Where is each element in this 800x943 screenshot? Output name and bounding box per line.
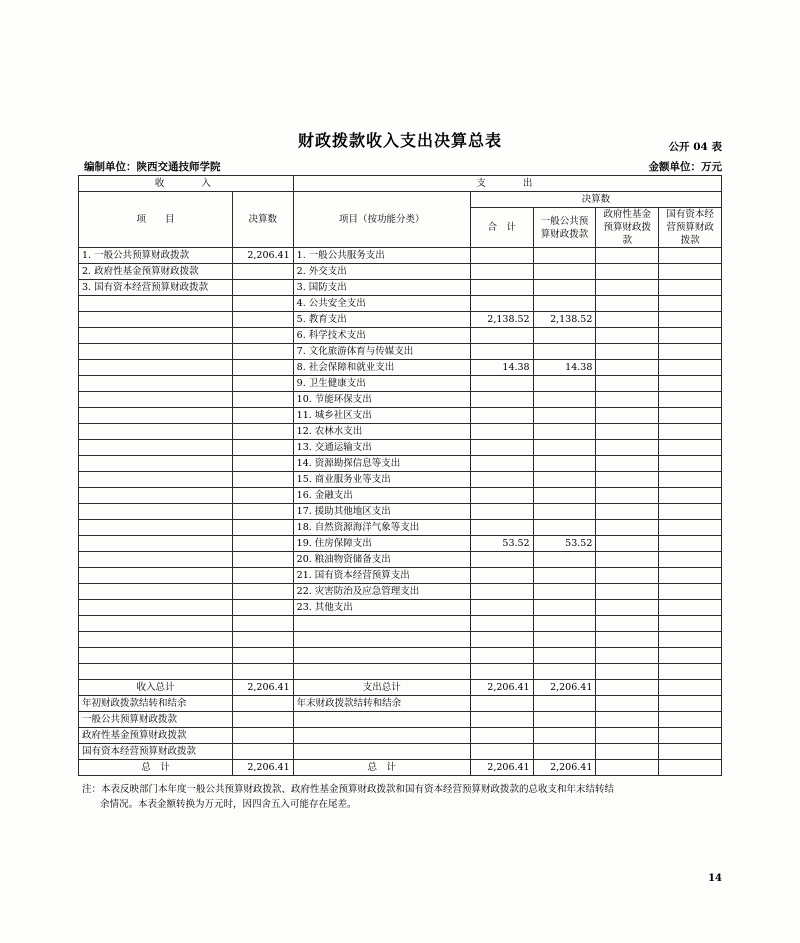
header-income-item: 项 目 [79,192,233,248]
expense-capital [659,312,722,328]
income-value-empty [232,424,293,440]
income-value: 2,206.41 [232,248,293,264]
expense-label: 15. 商业服务业等支出 [293,472,470,488]
expense-total [470,408,533,424]
compiling-unit-label: 编制单位： [84,161,137,173]
income-value-empty [232,440,293,456]
table-row [79,360,722,376]
expense-total [470,392,533,408]
carryover-capital [659,696,722,712]
income-label-empty [79,552,233,568]
carryover-fund [596,728,659,744]
table-row-blank [79,616,722,632]
expense-capital [659,328,722,344]
expense-general: 2,138.52 [533,312,596,328]
income-label-empty [79,440,233,456]
income-value-empty [232,344,293,360]
expense-fund [596,552,659,568]
expense-label: 21. 国有资本经营预算支出 [293,568,470,584]
expense-label: 8. 社会保障和就业支出 [293,360,470,376]
income-value-empty [232,552,293,568]
expense-general [533,248,596,264]
table-row [79,456,722,472]
income-label-empty [79,456,233,472]
expense-label: 17. 援助其他地区支出 [293,504,470,520]
table-row-blank [79,648,722,664]
carryover-income-value [232,744,293,760]
expense-fund [596,328,659,344]
income-value-empty [232,408,293,424]
expense-total-label: 支出总计 [293,680,470,696]
carryover-total [470,744,533,760]
expense-general [533,408,596,424]
table-row [79,440,722,456]
expense-label: 5. 教育支出 [293,312,470,328]
expense-total [470,248,533,264]
expense-fund [596,472,659,488]
expense-general [533,392,596,408]
header-expense-general: 一般公共预算财政拨款 [533,208,596,248]
table-row-blank [79,632,722,648]
income-total-value: 2,206.41 [232,680,293,696]
grand-total-income-value: 2,206.41 [232,760,293,776]
expense-label: 9. 卫生健康支出 [293,376,470,392]
income-value-empty [232,568,293,584]
expense-fund [596,600,659,616]
expense-general [533,488,596,504]
expense-general [533,280,596,296]
expense-capital [659,360,722,376]
expense-fund [596,504,659,520]
header-expense-fund: 政府性基金预算财政拨款 [596,208,659,248]
expense-fund [596,440,659,456]
report-sheet [78,128,722,812]
expense-total [470,280,533,296]
income-label-empty [79,392,233,408]
expense-total [470,552,533,568]
grand-total-expense-capital [659,760,722,776]
income-value-empty [232,360,293,376]
carryover-expense-label: 年末财政拨款结转和结余 [293,696,470,712]
expense-capital [659,376,722,392]
header-expense-item: 项目（按功能分类） [293,192,470,248]
table-row [79,264,722,280]
expense-general [533,552,596,568]
expense-total-value: 2,206.41 [470,680,533,696]
page-title: 财政拨款收入支出决算总表 [297,131,502,150]
carryover-row [79,744,722,760]
table-row [79,248,722,264]
table-row [79,520,722,536]
income-label: 1. 一般公共预算财政拨款 [79,248,233,264]
expense-general [533,472,596,488]
expense-label: 20. 粮油物资储备支出 [293,552,470,568]
expense-general [533,520,596,536]
blank-cell [470,664,533,680]
income-label: 2. 政府性基金预算财政拨款 [79,264,233,280]
expense-general [533,504,596,520]
expense-capital [659,600,722,616]
expense-general [533,440,596,456]
page-number: 14 [708,873,722,884]
expense-capital [659,472,722,488]
carryover-general [533,728,596,744]
expense-total [470,504,533,520]
expense-total [470,520,533,536]
blank-cell [533,632,596,648]
blank-cell [79,648,233,664]
income-label-empty [79,600,233,616]
totals-row [79,680,722,696]
expense-fund [596,312,659,328]
income-value-empty [232,376,293,392]
expense-general [533,344,596,360]
expense-capital [659,248,722,264]
meta-row [78,141,722,173]
expense-general [533,264,596,280]
expense-capital [659,440,722,456]
expense-capital [659,456,722,472]
expense-total [470,488,533,504]
table-row [79,600,722,616]
income-label-empty [79,568,233,584]
table-row [79,472,722,488]
table-row [79,504,722,520]
expense-total [470,296,533,312]
expense-general [533,584,596,600]
expense-capital [659,264,722,280]
blank-cell [659,648,722,664]
expense-fund [596,584,659,600]
blank-cell [470,648,533,664]
income-label-empty [79,584,233,600]
income-value-empty [232,312,293,328]
expense-capital [659,520,722,536]
expense-general: 53.52 [533,536,596,552]
table-row [79,568,722,584]
carryover-total [470,712,533,728]
blank-cell [659,616,722,632]
expense-label: 3. 国防支出 [293,280,470,296]
expense-label: 14. 资源勘探信息等支出 [293,456,470,472]
carryover-general [533,696,596,712]
income-value [232,280,293,296]
income-label: 3. 国有资本经营预算财政拨款 [79,280,233,296]
expense-label: 18. 自然资源海洋气象等支出 [293,520,470,536]
expense-label: 4. 公共安全支出 [293,296,470,312]
blank-cell [79,616,233,632]
carryover-fund [596,696,659,712]
table-header-group-row [79,176,722,192]
expense-fund [596,456,659,472]
expense-total-general: 2,206.41 [533,680,596,696]
blank-cell [232,632,293,648]
grand-total-expense-fund [596,760,659,776]
expense-total [470,440,533,456]
expense-fund [596,392,659,408]
grand-total-expense-value: 2,206.41 [470,760,533,776]
header-expense-capital: 国有资本经营预算财政拨款 [659,208,722,248]
carryover-income-value [232,728,293,744]
expense-total [470,456,533,472]
expense-general [533,328,596,344]
expense-total [470,328,533,344]
expense-capital [659,552,722,568]
income-value [232,264,293,280]
expense-total [470,344,533,360]
expense-total [470,264,533,280]
expense-fund [596,568,659,584]
income-value-empty [232,520,293,536]
table-row [79,312,722,328]
income-label-empty [79,504,233,520]
table-note [78,782,722,812]
expense-capital [659,536,722,552]
income-label-empty [79,536,233,552]
expense-capital [659,584,722,600]
carryover-total [470,728,533,744]
blank-cell [659,632,722,648]
expense-label: 19. 住房保障支出 [293,536,470,552]
carryover-fund [596,712,659,728]
expense-capital [659,488,722,504]
expense-label: 2. 外交支出 [293,264,470,280]
expense-total [470,584,533,600]
income-label-empty [79,344,233,360]
amount-unit: 金额单位：万元 [648,161,722,173]
compiling-unit [84,159,221,174]
blank-cell [232,664,293,680]
expense-total: 14.38 [470,360,533,376]
header-expense-group: 支 出 [293,176,721,192]
header-income-group: 收 入 [79,176,294,192]
blank-cell [232,616,293,632]
income-total-label: 收入总计 [79,680,233,696]
expense-capital [659,344,722,360]
expense-label: 13. 交通运输支出 [293,440,470,456]
expense-general [533,456,596,472]
expense-general [533,568,596,584]
expense-label: 16. 金融支出 [293,488,470,504]
expense-label: 6. 科学技术支出 [293,328,470,344]
expense-general [533,376,596,392]
grand-total-income-label: 总 计 [79,760,233,776]
expense-fund [596,488,659,504]
expense-fund [596,296,659,312]
carryover-capital [659,744,722,760]
blank-cell [470,632,533,648]
carryover-income-label: 政府性基金预算财政拨款 [79,728,233,744]
blank-cell [596,616,659,632]
expense-total: 53.52 [470,536,533,552]
carryover-row [79,696,722,712]
expense-capital [659,408,722,424]
table-row [79,424,722,440]
income-value-empty [232,328,293,344]
blank-cell [470,616,533,632]
income-label-empty [79,328,233,344]
expense-total [470,472,533,488]
carryover-income-label: 国有资本经营预算财政拨款 [79,744,233,760]
expense-label: 11. 城乡社区支出 [293,408,470,424]
table-row [79,328,722,344]
expense-fund [596,280,659,296]
expense-total-fund [596,680,659,696]
blank-cell [659,664,722,680]
table-row [79,344,722,360]
table-row [79,376,722,392]
carryover-row [79,712,722,728]
income-value-empty [232,472,293,488]
carryover-income-label: 一般公共预算财政拨款 [79,712,233,728]
financial-table [78,175,722,776]
expense-total [470,600,533,616]
blank-cell [293,632,470,648]
expense-fund [596,520,659,536]
blank-cell [596,648,659,664]
blank-cell [293,616,470,632]
carryover-row [79,728,722,744]
expense-fund [596,536,659,552]
income-value-empty [232,584,293,600]
table-row [79,552,722,568]
expense-fund [596,376,659,392]
header-final-accounts: 决算数 [470,192,721,208]
expense-fund [596,360,659,376]
income-label-empty [79,424,233,440]
carryover-general [533,712,596,728]
blank-cell [79,664,233,680]
note-line-1: 注：本表反映部门本年度一般公共预算财政拨款、政府性基金预算财政拨款和国有资本经营预算财政拨款的总收支和年末结转结 [82,784,615,795]
income-label-empty [79,312,233,328]
table-row-blank [79,664,722,680]
expense-capital [659,296,722,312]
carryover-income-value [232,696,293,712]
income-value-empty [232,456,293,472]
expense-general [533,600,596,616]
table-header-sub-row [79,192,722,208]
income-label-empty [79,408,233,424]
expense-fund [596,408,659,424]
expense-fund [596,424,659,440]
expense-general [533,296,596,312]
income-value-empty [232,296,293,312]
expense-label: 10. 节能环保支出 [293,392,470,408]
table-row [79,280,722,296]
note-line-2: 余情况。本表金额转换为万元时，因四舍五入可能存在尾差。 [100,799,357,810]
blank-cell [533,616,596,632]
expense-fund [596,248,659,264]
table-row [79,296,722,312]
carryover-income-label: 年初财政拨款结转和结余 [79,696,233,712]
income-label-empty [79,296,233,312]
expense-fund [596,264,659,280]
carryover-expense-label [293,712,470,728]
sheet-code: 公开 04 表 [668,141,722,153]
blank-cell [293,664,470,680]
table-row [79,536,722,552]
expense-general: 14.38 [533,360,596,376]
income-label-empty [79,520,233,536]
expense-general [533,424,596,440]
expense-capital [659,424,722,440]
expense-label: 12. 农林水支出 [293,424,470,440]
grand-total-expense-general: 2,206.41 [533,760,596,776]
expense-capital [659,568,722,584]
expense-total [470,424,533,440]
blank-cell [232,648,293,664]
expense-fund [596,344,659,360]
grand-total-row [79,760,722,776]
carryover-income-value [232,712,293,728]
expense-label: 7. 文化旅游体育与传媒支出 [293,344,470,360]
expense-total: 2,138.52 [470,312,533,328]
expense-label: 1. 一般公共服务支出 [293,248,470,264]
income-value-empty [232,488,293,504]
table-row [79,392,722,408]
header-expense-total: 合 计 [470,208,533,248]
grand-total-expense-label: 总 计 [293,760,470,776]
income-value-empty [232,392,293,408]
blank-cell [596,664,659,680]
table-row [79,488,722,504]
expense-total [470,376,533,392]
income-label-empty [79,472,233,488]
header-income-value: 决算数 [232,192,293,248]
compiling-unit-name: 陕西交通技师学院 [136,161,221,173]
carryover-general [533,744,596,760]
expense-total [470,568,533,584]
carryover-fund [596,744,659,760]
expense-label: 23. 其他支出 [293,600,470,616]
carryover-expense-label [293,744,470,760]
income-label-empty [79,376,233,392]
carryover-capital [659,712,722,728]
blank-cell [79,632,233,648]
income-label-empty [79,488,233,504]
carryover-total [470,696,533,712]
expense-capital [659,392,722,408]
income-value-empty [232,600,293,616]
blank-cell [533,664,596,680]
table-row [79,408,722,424]
carryover-expense-label [293,728,470,744]
expense-capital [659,280,722,296]
income-value-empty [232,504,293,520]
income-label-empty [79,360,233,376]
blank-cell [533,648,596,664]
blank-cell [293,648,470,664]
table-row [79,584,722,600]
expense-label: 22. 灾害防治及应急管理支出 [293,584,470,600]
carryover-capital [659,728,722,744]
income-value-empty [232,536,293,552]
expense-total-capital [659,680,722,696]
expense-capital [659,504,722,520]
blank-cell [596,632,659,648]
